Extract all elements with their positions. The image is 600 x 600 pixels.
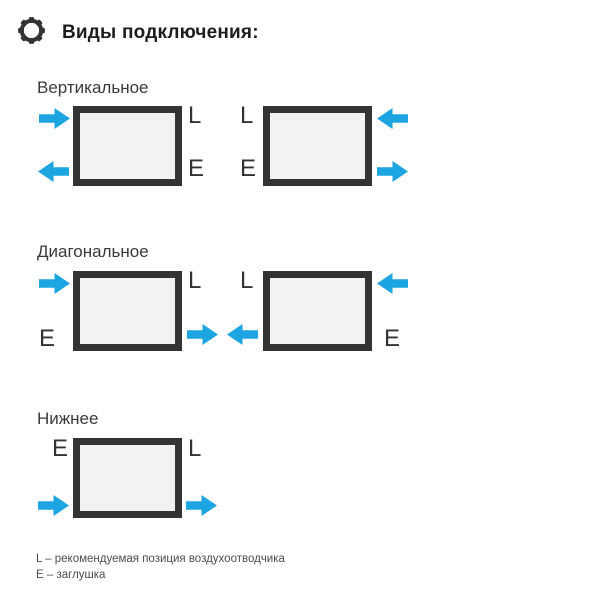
legend-line-l: L – рекомендуемая позиция воздухоотводчика: [36, 553, 285, 565]
port-label-e: E: [384, 325, 401, 352]
page-title: Виды подключения:: [62, 22, 259, 43]
flow-arrow-right-icon: [38, 495, 69, 516]
port-label-e: E: [188, 155, 205, 182]
port-label-l: L: [188, 102, 202, 129]
port-label-l: L: [240, 102, 254, 129]
section-title-diagonal: Диагональное: [37, 242, 149, 261]
port-label-l: L: [188, 435, 202, 462]
flow-arrow-right-icon: [186, 495, 217, 516]
section-title-vertical: Вертикальное: [37, 78, 149, 97]
legend-line-e: E – заглушка: [36, 568, 106, 581]
port-label-e: E: [39, 325, 56, 352]
port-label-l: L: [188, 267, 202, 294]
radiator-box: [73, 438, 182, 518]
legend: [36, 552, 285, 583]
port-label-l: L: [240, 267, 254, 294]
port-label-e: E: [240, 155, 257, 182]
section-title-bottom: Нижнее: [37, 409, 99, 428]
port-label-e: E: [52, 435, 69, 462]
